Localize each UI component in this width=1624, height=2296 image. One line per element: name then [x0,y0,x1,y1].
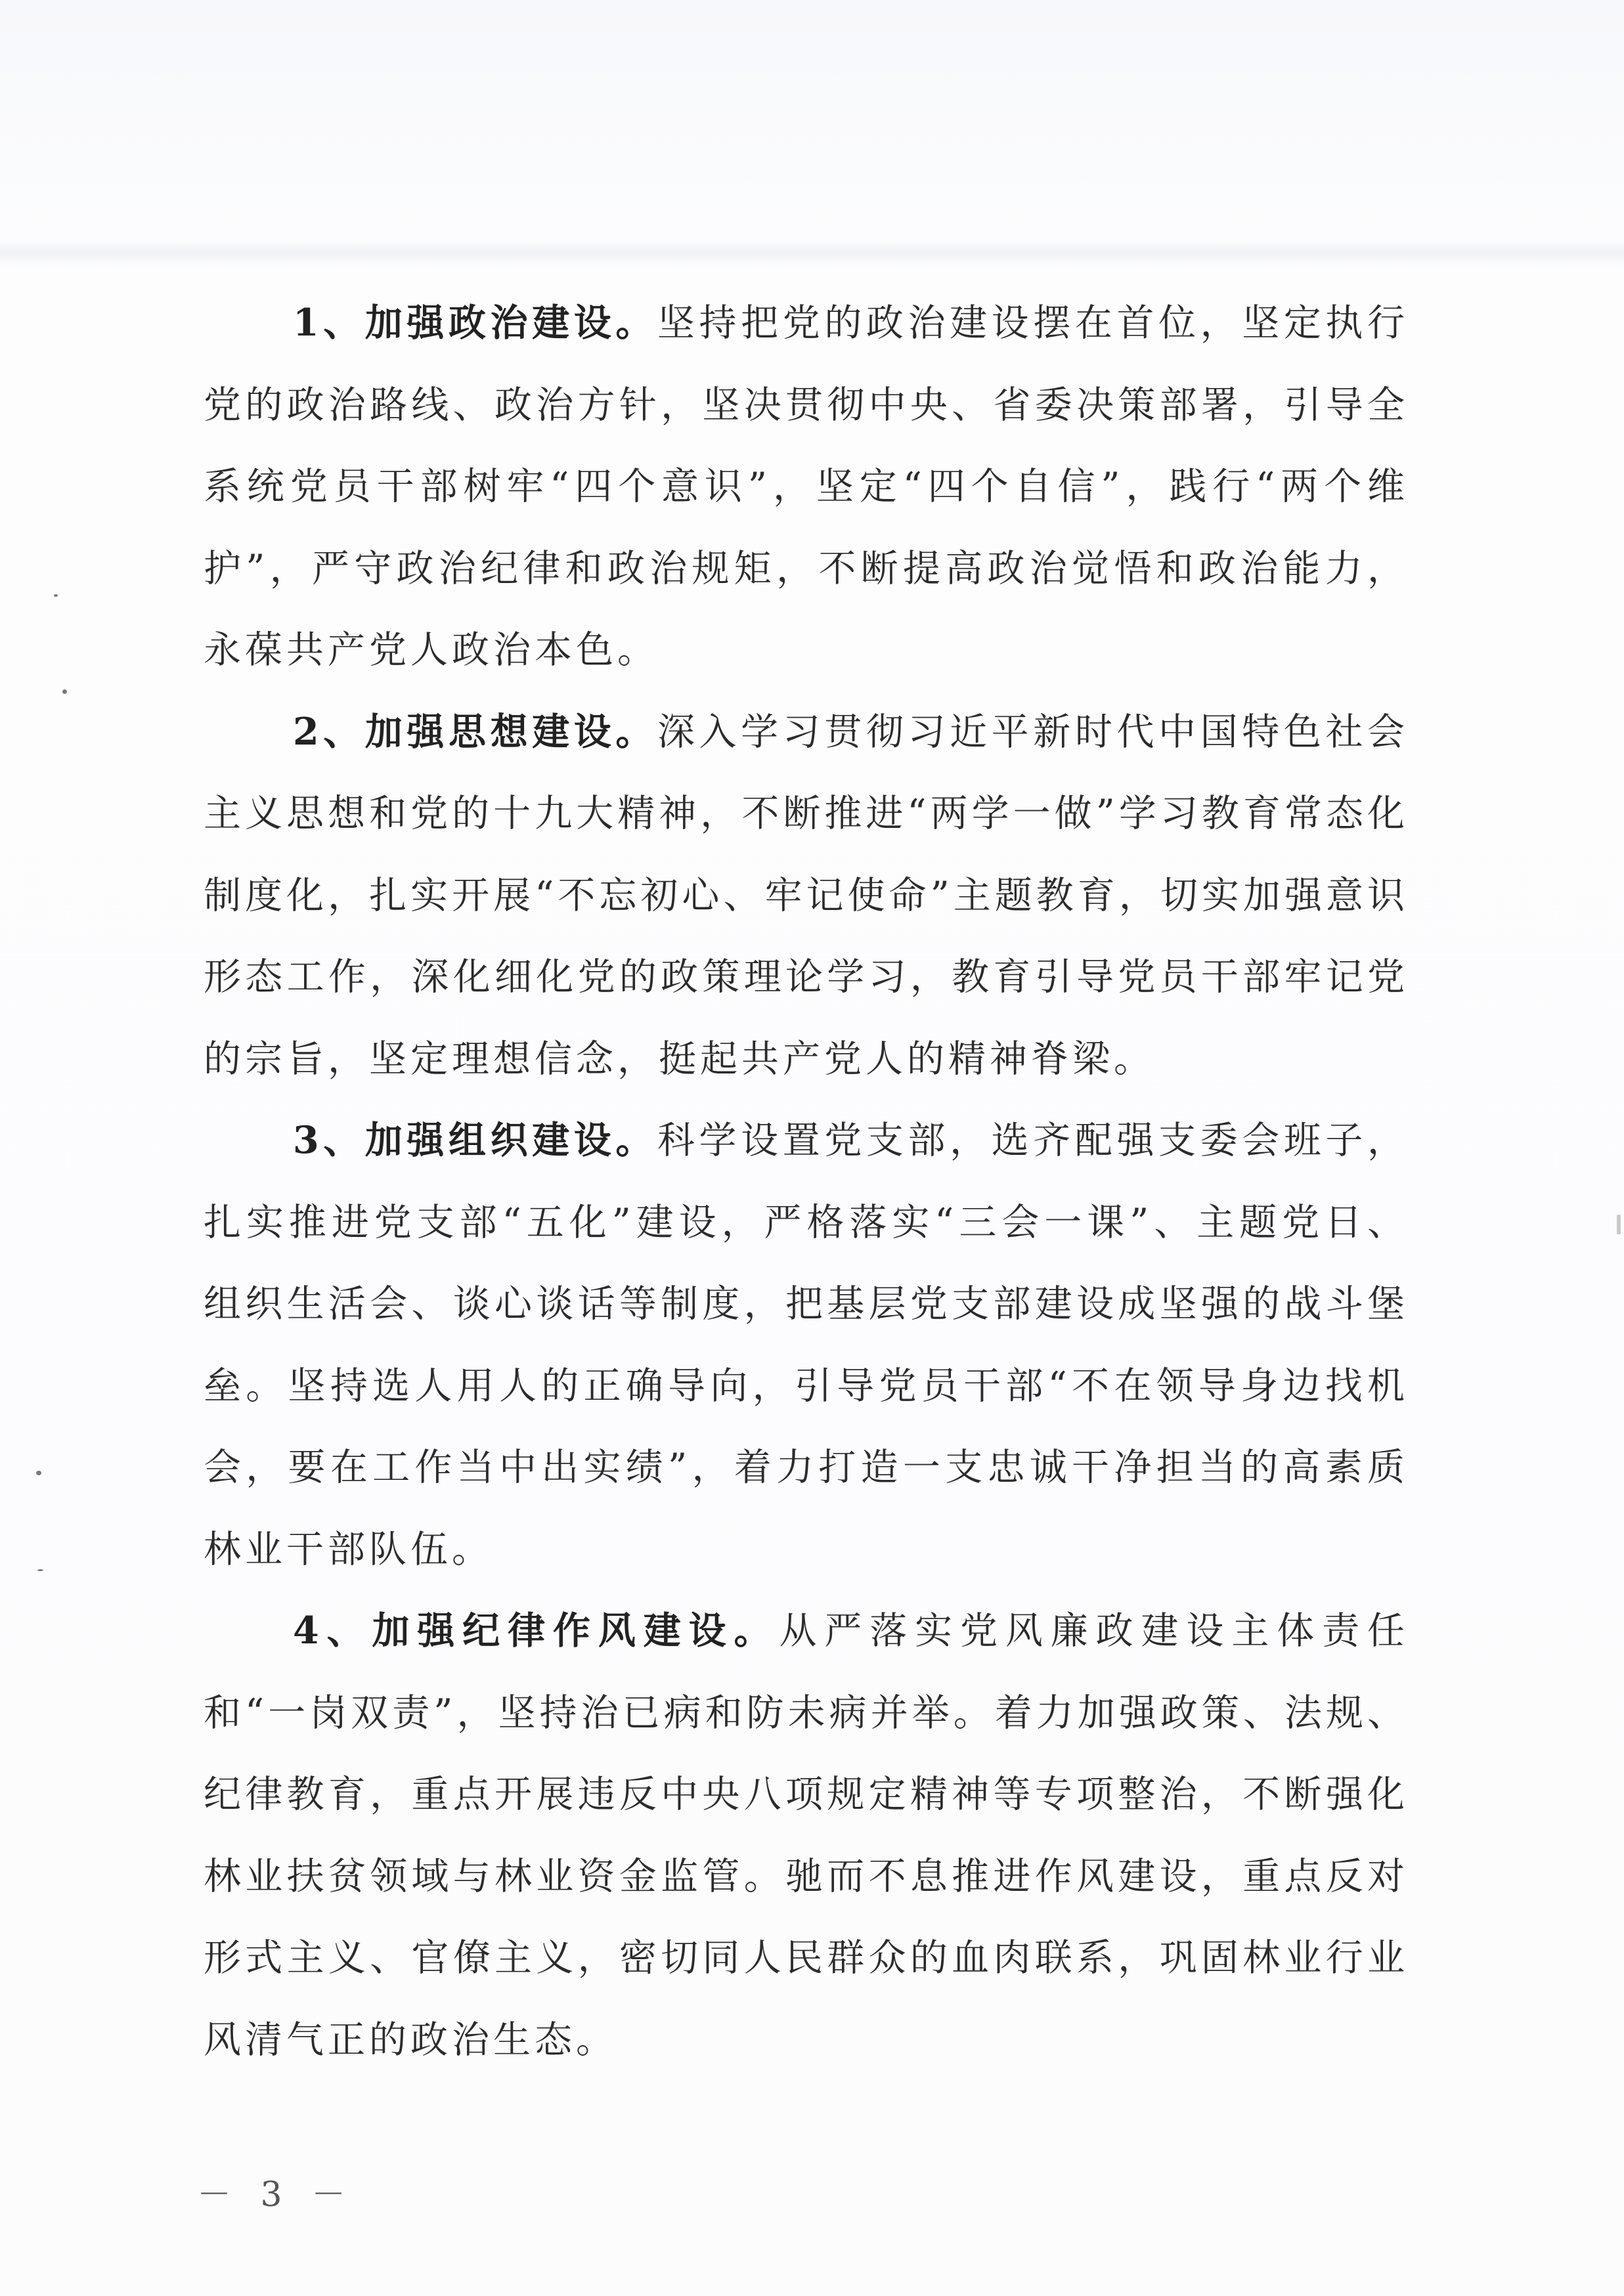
page-number: － 3 － [197,2175,355,2215]
scan-speck [36,1471,41,1475]
scan-speck [37,1569,43,1571]
paragraph-lead: 3、加强组织建设。 [293,1118,657,1162]
document-body [204,282,1409,2081]
paragraph-text: 坚持把党的政治建设摆在首位，坚定执行党的政治路线、政治方针，坚决贯彻中央、省委决策部署，引导全系统党员干部树牢“四个意识”，坚定“四个自信”，践行“两个维护”，严守政治纪律和政治规矩，不断提高政治觉悟和政治能力，永葆共产党人政治本色。 [204,301,1409,672]
paragraph-text: 从严落实党风廉政建设主体责任和“一岗双责”，坚持治已病和防未病并举。着力加强政策、法规、纪律教育，重点开展违反中央八项规定精神等专项整治，不断强化林业扶贫领域与林业资金监管。驰而不息推进作风建设，重点反对形式主义、官僚主义，密切同人民群众的血肉联系，巩固林业行业风清气正的政治生态。 [204,1609,1409,2062]
paragraph-text: 深入学习贯彻习近平新时代中国特色社会主义思想和党的十九大精神，不断推进“两学一做”学习教育常态化制度化，扎实开展“不忘初心、牢记使命”主题教育，切实加强意识形态工作，深化细化党的政策理论学习，教育引导党员干部牢记党的宗旨，坚定理想信念，挺起共产党人的精神脊梁。 [204,710,1409,1081]
scan-speck [62,689,67,694]
scan-speck [54,594,58,597]
paragraph-text: 科学设置党支部，选齐配强支委会班子，扎实推进党支部“五化”建设，严格落实“三会一课”、主题党日、组织生活会、谈心谈话等制度，把基层党支部建设成坚强的战斗堡垒。坚持选人用人的正确导向，引导党员干部“不在领导身边找机会，要在工作当中出实绩”，着力打造一支忠诚干净担当的高素质林业干部队伍。 [204,1119,1409,1571]
scan-speck [1617,1215,1621,1234]
paragraph-lead: 4、加强纪律作风建设。 [293,1609,779,1653]
paragraph-lead: 2、加强思想建设。 [293,709,657,754]
scan-artifact-band [0,240,1624,266]
paragraph-discipline-building [204,1590,1409,2081]
paragraph-political-building [204,282,1409,691]
paragraph-lead: 1、加强政治建设。 [293,301,657,345]
paragraph-ideological-building [204,691,1409,1100]
paragraph-organizational-building [204,1100,1409,1590]
